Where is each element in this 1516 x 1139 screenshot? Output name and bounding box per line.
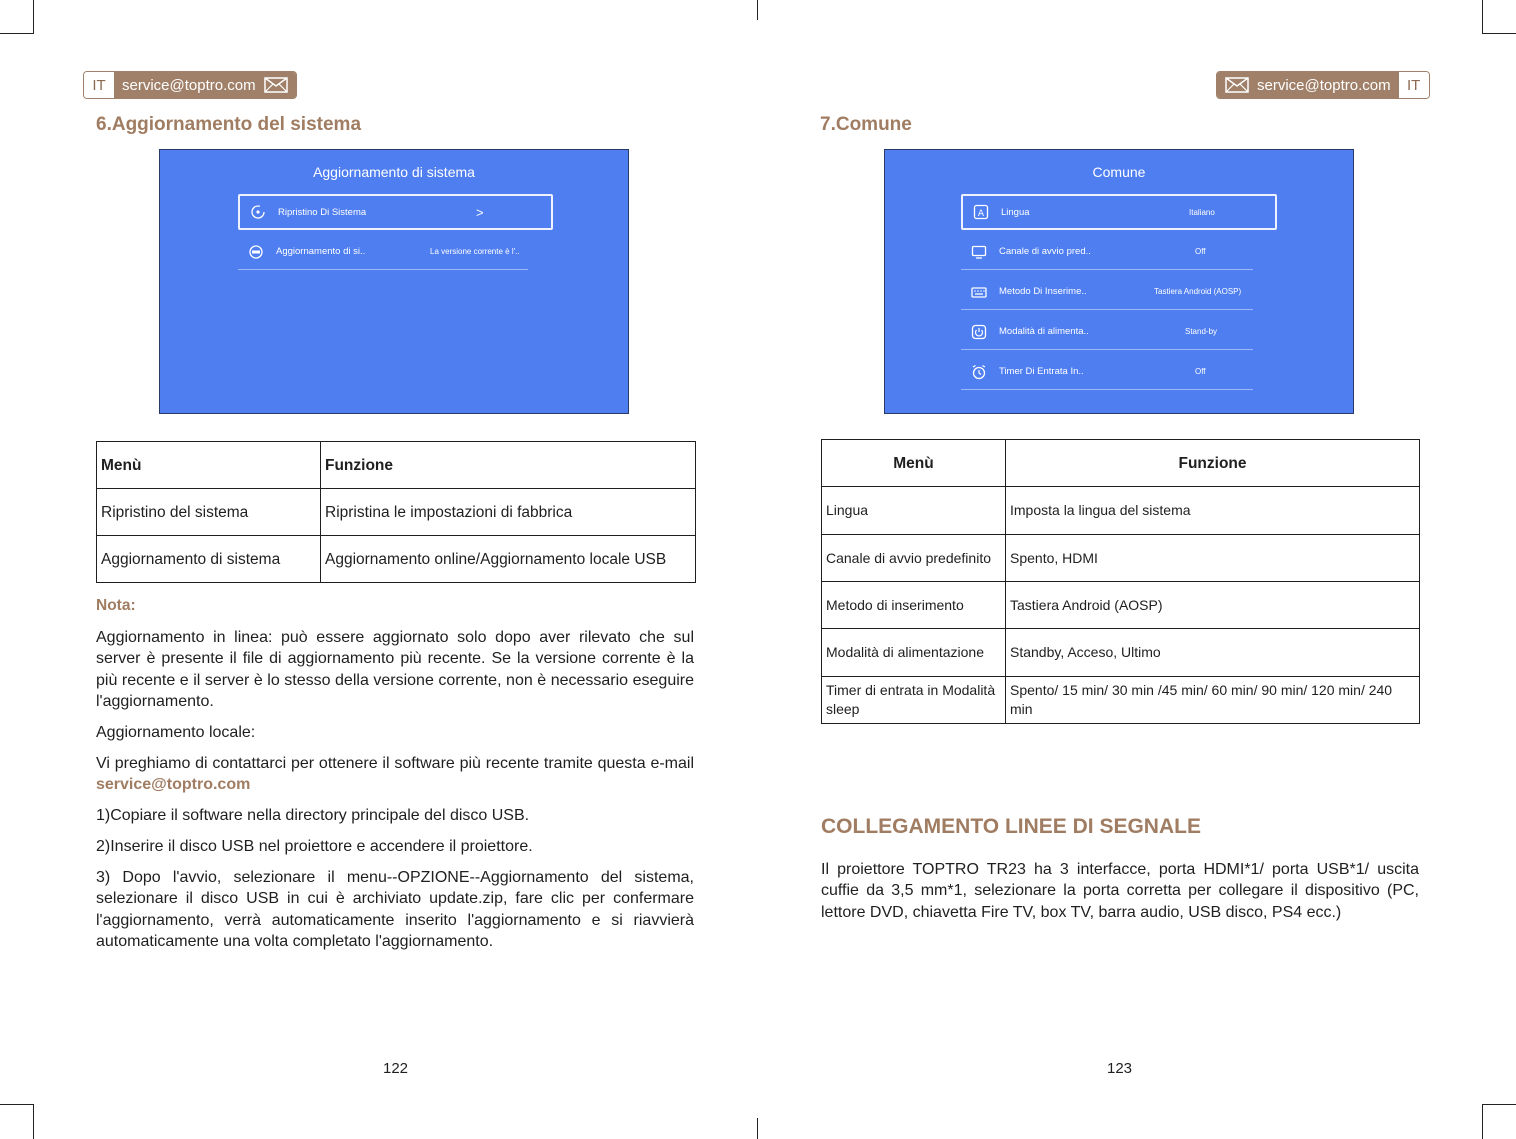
- table-cell: Imposta la lingua del sistema: [1006, 487, 1420, 535]
- tv-row-label: Aggiornamento di si..: [276, 246, 366, 257]
- table-row: [822, 629, 1420, 677]
- page-number: 122: [383, 1060, 409, 1077]
- tv-menu-title: Comune: [1092, 164, 1146, 180]
- svg-text:A: A: [977, 209, 985, 219]
- tv-menu-screenshot: [159, 149, 629, 414]
- menu-function-table: [821, 439, 1420, 724]
- contact-text: Vi preghiamo di contattarci per ottenere il software più recente tramite questa e-mail: [96, 755, 694, 772]
- table-row: [97, 536, 696, 583]
- power-icon: [971, 324, 987, 340]
- tv-row-value: Tastiera Android (AOSP): [1154, 287, 1242, 296]
- tv-row-value: La versione corrente è l'..: [430, 247, 520, 256]
- table-header-row: [97, 442, 696, 489]
- tv-row-label: Ripristino Di Sistema: [278, 206, 367, 218]
- step-3: 3) Dopo l'avvio, selezionare il menu--OPZIONE--Aggiornamento del sistema, selezionare il disco USB in cui è archiviato update.zip, fare clic per confermare l'aggiornamento, verrà automaticamente inserito l'aggiornamento e si riavvierà automaticamente una volta completato l'aggiornamento.: [96, 869, 694, 950]
- contact-email-link[interactable]: service@toptro.com: [96, 776, 251, 794]
- language-code: IT: [1399, 72, 1429, 98]
- keyboard-icon: [971, 284, 987, 300]
- tv-row-label: Modalità di alimenta..: [999, 326, 1089, 337]
- table-cell: Aggiornamento di sistema: [97, 536, 321, 583]
- language-icon: [973, 204, 989, 220]
- envelope-icon: [1225, 77, 1249, 93]
- table-cell: Metodo di inserimento: [822, 582, 1006, 629]
- tv-row-label: Lingua: [1001, 206, 1030, 218]
- table-cell: Ripristina le impostazioni di fabbrica: [321, 489, 696, 536]
- table-cell: Canale di avvio predefinito: [822, 535, 1006, 582]
- signal-paragraph: Il proiettore TOPTRO TR23 ha 3 interfacce, porta HDMI*1/ porta USB*1/ uscita cuffie da 3,5 mm*1, selezionare la porta corretta per collegare il dispositivo (PC, lettore DVD, chiavetta Fire TV, box TV, barra audio, USB disco, PS4 ecc.): [821, 861, 1419, 921]
- tv-row-system-restore: [238, 194, 553, 230]
- monitor-icon: [971, 244, 987, 260]
- email-text: service@toptro.com: [122, 76, 256, 94]
- tv-menu-screenshot: [884, 149, 1354, 414]
- tv-row-boot-channel: [961, 234, 1253, 270]
- table-header-menu: Menù: [822, 440, 1006, 487]
- contact-badge: [83, 71, 297, 99]
- update-icon: [248, 244, 264, 260]
- page-number: 123: [1107, 1060, 1133, 1077]
- table-cell: Lingua: [822, 487, 1006, 535]
- section-title: 7.Comune: [820, 114, 912, 135]
- tv-row-value: Stand-by: [1185, 327, 1218, 336]
- table-row: [97, 489, 696, 536]
- note-paragraph: Aggiornamento in linea: può essere aggiornato solo dopo aver rilevato che sul server è presente il file di aggiornamento più recente. Se la versione corrente è la più recente e il server è lo stesso della versione corrente, non è necessario eseguire l'aggiornamento.: [96, 629, 694, 710]
- note-label: Nota:: [96, 597, 136, 614]
- tv-menu-title: Aggiornamento di sistema: [313, 164, 475, 180]
- tv-row-power-mode: [961, 314, 1253, 350]
- alarm-clock-icon: [971, 364, 987, 380]
- chevron-right-icon: >: [476, 204, 484, 220]
- table-cell: Standby, Acceso, Ultimo: [1006, 629, 1420, 677]
- table-cell: Spento/ 15 min/ 30 min /45 min/ 60 min/ 90 min/ 120 min/ 240 min: [1006, 677, 1420, 724]
- table-header-menu: Menù: [97, 442, 321, 489]
- tv-row-value: Off: [1195, 367, 1206, 376]
- table-cell: Modalità di alimentazione: [822, 629, 1006, 677]
- table-row: [822, 677, 1420, 724]
- table-row: [822, 535, 1420, 582]
- table-cell: Tastiera Android (AOSP): [1006, 582, 1420, 629]
- local-update-label: Aggiornamento locale:: [96, 724, 256, 741]
- table-cell: Timer di entrata in Modalità sleep: [822, 677, 1006, 724]
- tv-row-value: Italiano: [1189, 207, 1215, 217]
- page-right: [758, 0, 1516, 1139]
- tv-row-system-update: [238, 234, 528, 270]
- table-row: [822, 487, 1420, 535]
- table-header-function: Funzione: [321, 442, 696, 489]
- email-text: service@toptro.com: [1257, 76, 1391, 94]
- tv-row-label: Canale di avvio pred..: [999, 246, 1091, 257]
- tv-row-label: Metodo Di Inserime..: [999, 286, 1087, 297]
- tv-row-label: Timer Di Entrata In..: [999, 366, 1084, 377]
- step-1: 1)Copiare il software nella directory principale del disco USB.: [96, 807, 530, 824]
- table-header-row: [822, 440, 1420, 487]
- contact-paragraph: [96, 753, 694, 796]
- email-label-wrap: [1217, 72, 1399, 98]
- tv-row-input-method: [961, 274, 1253, 310]
- contact-badge: [1216, 71, 1430, 99]
- table-row: [822, 582, 1420, 629]
- signal-section-title: COLLEGAMENTO LINEE DI SEGNALE: [821, 815, 1201, 838]
- table-header-function: Funzione: [1006, 440, 1420, 487]
- restore-icon: [250, 204, 266, 220]
- step-2: 2)Inserire il disco USB nel proiettore e accendere il proiettore.: [96, 838, 533, 855]
- language-code: IT: [84, 72, 114, 98]
- table-cell: Spento, HDMI: [1006, 535, 1420, 582]
- menu-function-table: [96, 441, 696, 583]
- email-label-wrap: [114, 72, 296, 98]
- table-cell: Aggiornamento online/Aggiornamento locale USB: [321, 536, 696, 583]
- section-title: 6.Aggiornamento del sistema: [96, 114, 362, 135]
- tv-row-value: Off: [1195, 247, 1206, 256]
- tv-row-sleep-timer: [961, 354, 1253, 390]
- table-cell: Ripristino del sistema: [97, 489, 321, 536]
- tv-row-language: [961, 194, 1277, 230]
- envelope-icon: [264, 77, 288, 93]
